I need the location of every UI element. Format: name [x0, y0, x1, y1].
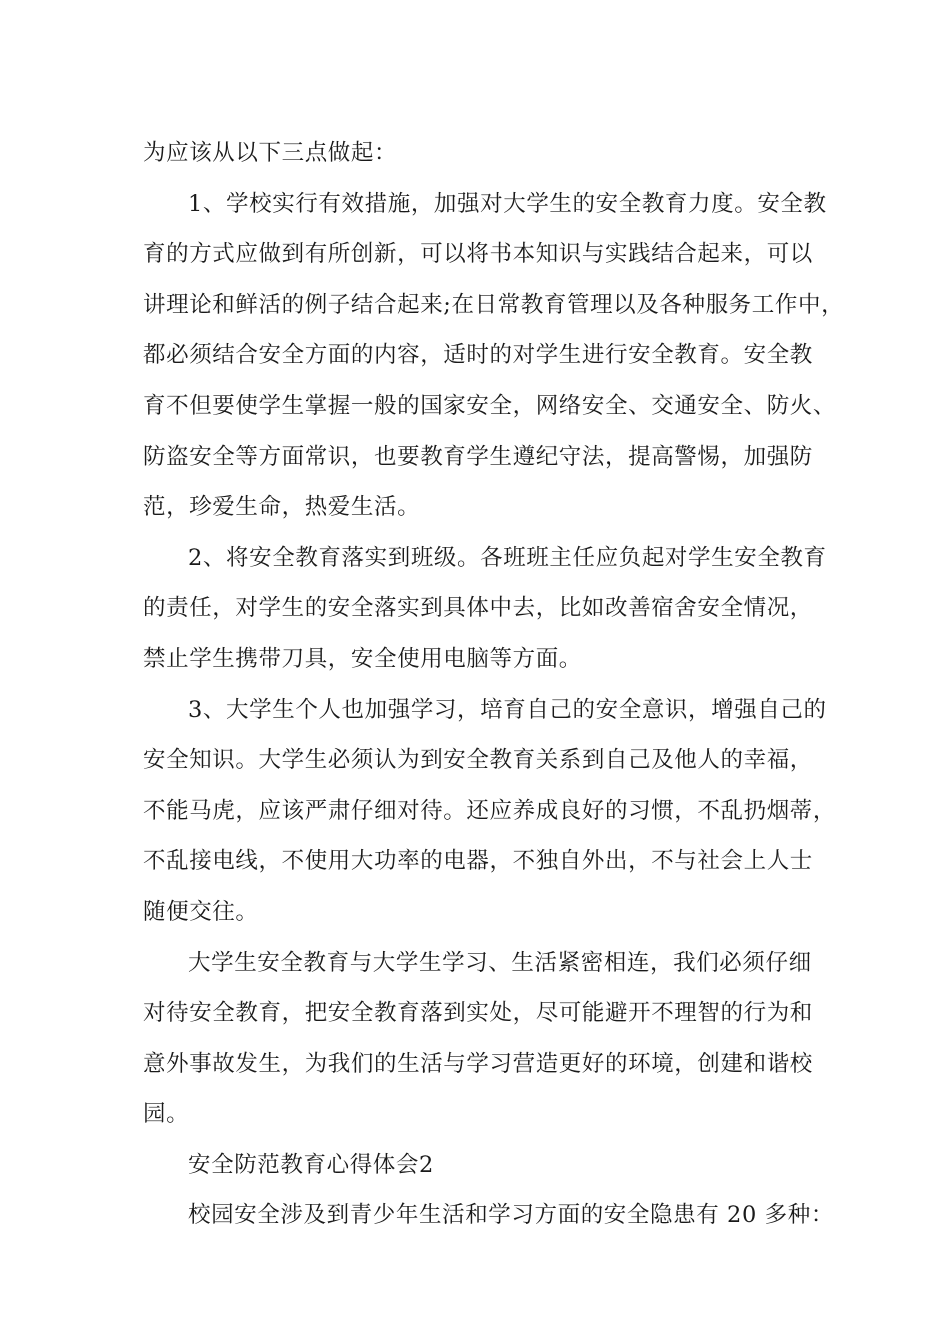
text-line: 育的方式应做到有所创新，可以将书本知识与实践结合起来，可以: [143, 241, 813, 268]
text-line: 为应该从以下三点做起：: [143, 140, 398, 166]
text-line: 的责任，对学生的安全落实到具体中去，比如改善宿舍安全情况，: [143, 595, 813, 622]
text-line: 意外事故发生，为我们的生活与学习营造更好的环境，创建和谐校: [143, 1050, 813, 1077]
text-line: 安全知识。大学生必须认为到安全教育关系到自己及他人的幸福，: [143, 747, 813, 774]
text-line: 禁止学生携带刀具，安全使用电脑等方面。: [143, 645, 582, 672]
text-line: 随便交往。: [143, 898, 259, 925]
text-line: 园。: [143, 1101, 190, 1128]
text-line: 防盗安全等方面常识，也要教育学生遵纪守法，提高警惕，加强防: [143, 443, 813, 470]
text-line: 育不但要使学生掌握一般的国家安全，网络安全、交通安全、防火、: [143, 392, 837, 419]
section-heading: 安全防范教育心得体会2: [188, 1151, 434, 1178]
text-line: 不能马虎，应该严肃仔细对待。还应养成良好的习惯，不乱扔烟蒂，: [143, 797, 837, 824]
text-line: 讲理论和鲜活的例子结合起来;在日常教育管理以及各种服务工作中，: [143, 291, 845, 318]
paragraph-start-line: 大学生安全教育与大学生学习、生活紧密相连，我们必须仔细: [188, 949, 812, 976]
paragraph-start-line: 校园安全涉及到青少年生活和学习方面的安全隐患有 20 多种：: [188, 1202, 834, 1229]
text-line: 不乱接电线，不使用大功率的电器，不独自外出，不与社会上人士: [143, 848, 813, 875]
paragraph-start-line: 2、将安全教育落实到班级。各班班主任应负起对学生安全教育: [188, 544, 827, 571]
paragraph-start-line: 3、大学生个人也加强学习，培育自己的安全意识，增强自己的: [188, 696, 827, 723]
text-line: 都必须结合安全方面的内容，适时的对学生进行安全教育。安全教: [143, 342, 813, 369]
text-line: 范，珍爱生命，热爱生活。: [143, 494, 421, 521]
text-line: 对待安全教育，把安全教育落到实处，尽可能避开不理智的行为和: [143, 1000, 813, 1027]
document-body: [143, 128, 845, 1241]
paragraph-start-line: 1、学校实行有效措施，加强对大学生的安全教育力度。安全教: [188, 190, 827, 217]
